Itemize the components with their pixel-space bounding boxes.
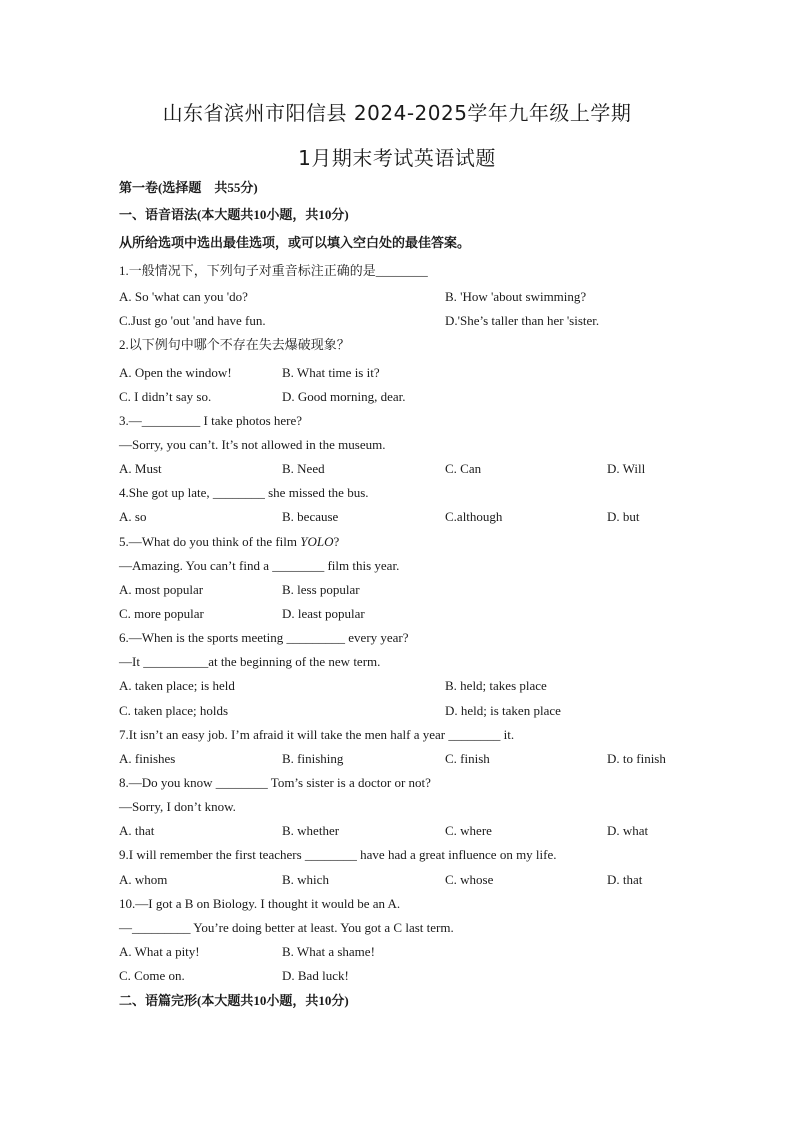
question-1-option-b: B. 'How 'about swimming? bbox=[445, 289, 587, 304]
question-2-stem: 2.以下例句中哪个不存在失去爆破现象？ bbox=[119, 337, 350, 352]
question-3-option-b: B. Need bbox=[282, 461, 325, 476]
question-2-option-a: A. Open the window! bbox=[119, 365, 232, 380]
question-10-option-c: C. Come on. bbox=[119, 968, 185, 983]
question-5-stem-text: 5.—What do you think of the film bbox=[119, 534, 301, 549]
question-9-option-b: B. which bbox=[282, 872, 329, 887]
question-8-option-a: A. that bbox=[119, 823, 155, 838]
question-3-option-c: C. Can bbox=[445, 461, 482, 476]
question-9-stem: 9.I will remember the first teachers ________ have had a great influence on my life. bbox=[119, 847, 557, 862]
question-4-option-c: C.although bbox=[445, 509, 503, 524]
question-4-option-a: A. so bbox=[119, 509, 147, 524]
question-1-option-d: D.'She’s taller than her 'sister. bbox=[445, 313, 600, 328]
question-8-option-d: D. what bbox=[607, 823, 649, 838]
question-3-option-a: A. Must bbox=[119, 461, 162, 476]
page-title-line-1: 山东省滨州市阳信县 2024-2025学年九年级上学期 bbox=[162, 101, 632, 125]
section1-instruction: 从所给选项中选出最佳选项，或可以填入空白处的最佳答案。 bbox=[119, 235, 471, 250]
question-5-option-a: A. most popular bbox=[119, 582, 204, 597]
question-6-option-c: C. taken place; holds bbox=[119, 703, 229, 718]
section1-heading: 一、语音语法(本大题共10小题，共10分) bbox=[119, 207, 349, 222]
question-2-option-d: D. Good morning, dear. bbox=[282, 389, 406, 404]
question-7-option-b: B. finishing bbox=[282, 751, 344, 766]
question-2-option-b: B. What time is it? bbox=[282, 365, 380, 380]
question-6-stem-2: —It __________at the beginning of the new term. bbox=[119, 654, 381, 669]
question-5-stem-end: ? bbox=[333, 534, 340, 549]
question-10-stem-2: —_________ You’re doing better at least. You got a C last term. bbox=[119, 920, 454, 935]
question-7-stem: 7.It isn’t an easy job. I’m afraid it will take the men half a year ________ it. bbox=[119, 727, 515, 742]
question-8-option-b: B. whether bbox=[282, 823, 340, 838]
question-5-stem-2: —Amazing. You can’t find a ________ film this year. bbox=[119, 558, 400, 573]
question-1-option-a: A. So 'what can you 'do? bbox=[119, 289, 248, 304]
question-5-option-c: C. more popular bbox=[119, 606, 204, 621]
page-title-line-2: 1月期末考试英语试题 bbox=[298, 146, 496, 170]
question-9-option-d: D. that bbox=[607, 872, 643, 887]
question-5-option-b: B. less popular bbox=[282, 582, 360, 597]
question-7-option-a: A. finishes bbox=[119, 751, 176, 766]
question-4-stem: 4.She got up late, ________ she missed the bus. bbox=[119, 485, 369, 500]
section2-heading: 二、语篇完形(本大题共10小题，共10分) bbox=[119, 993, 349, 1008]
question-9-option-a: A. whom bbox=[119, 872, 168, 887]
question-6-stem: 6.—When is the sports meeting _________ every year? bbox=[119, 630, 409, 645]
question-1-option-c: C.Just go 'out 'and have fun. bbox=[119, 313, 266, 328]
question-10-option-d: D. Bad luck! bbox=[282, 968, 349, 983]
question-3-option-d: D. Will bbox=[607, 461, 646, 476]
film-title: YOLO bbox=[300, 534, 334, 549]
question-2-option-c: C. I didn’t say so. bbox=[119, 389, 212, 404]
question-3-stem-2: —Sorry, you can’t. It’s not allowed in the museum. bbox=[119, 437, 386, 452]
question-5-stem bbox=[119, 534, 339, 550]
question-7-option-d: D. to finish bbox=[607, 751, 666, 766]
question-9-option-c: C. whose bbox=[445, 872, 494, 887]
part1-heading: 第一卷(选择题 共55分) bbox=[119, 180, 258, 195]
question-4-option-b: B. because bbox=[282, 509, 339, 524]
question-8-option-c: C. where bbox=[445, 823, 492, 838]
question-4-option-d: D. but bbox=[607, 509, 640, 524]
question-6-option-b: B. held; takes place bbox=[445, 678, 547, 693]
question-3-stem: 3.—_________ I take photos here? bbox=[119, 413, 303, 428]
question-5-option-d: D. least popular bbox=[282, 606, 365, 621]
question-10-option-a: A. What a pity! bbox=[119, 944, 200, 959]
question-10-stem: 10.—I got a B on Biology. I thought it would be an A. bbox=[119, 896, 401, 911]
question-1-stem: 1.一般情况下，下列句子对重音标注正确的是________ bbox=[119, 263, 428, 278]
question-10-option-b: B. What a shame! bbox=[282, 944, 375, 959]
question-8-stem-2: —Sorry, I don’t know. bbox=[119, 799, 236, 814]
question-8-stem: 8.—Do you know ________ Tom’s sister is a doctor or not? bbox=[119, 775, 431, 790]
question-6-option-a: A. taken place; is held bbox=[119, 678, 235, 693]
question-7-option-c: C. finish bbox=[445, 751, 490, 766]
question-6-option-d: D. held; is taken place bbox=[445, 703, 561, 718]
